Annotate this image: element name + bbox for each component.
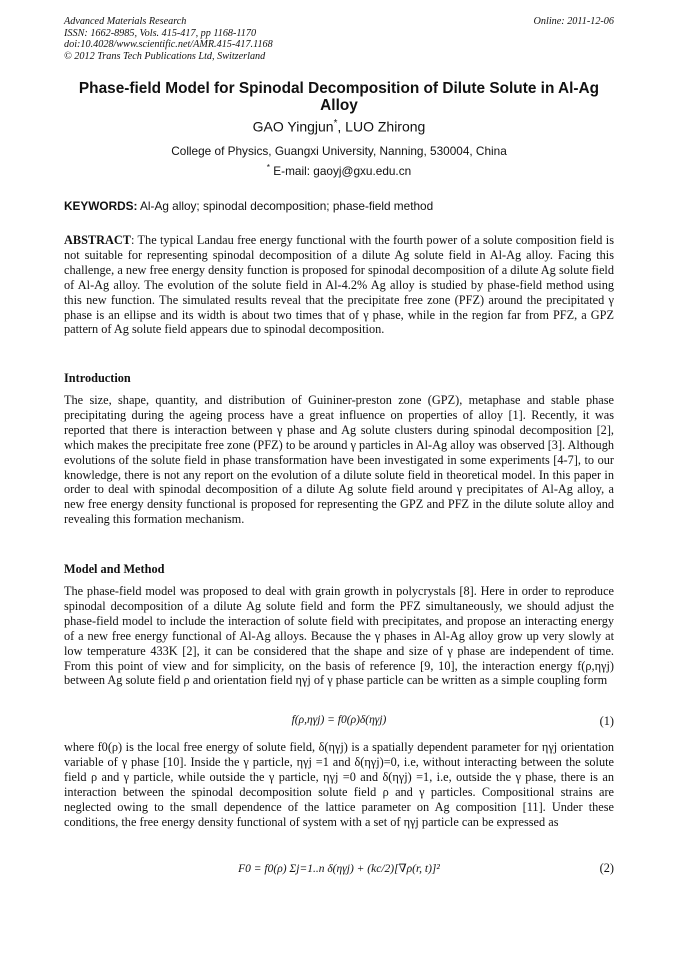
journal-name: Advanced Materials Research [64,16,187,27]
copyright-line: © 2012 Trans Tech Publications Ltd, Switzerland [64,50,266,62]
doi-line: doi:10.4028/www.scientific.net/AMR.415-417.1168 [64,39,273,51]
model-paragraph-2: where f0(ρ) is the local free energy of solute field, δ(ηγj) is a spatially dependent parameter for ηγj orientation variable of γ phase [10]. Inside the γ particle, ηγj =1 and δ(ηγj)=0, i.e, without interacting between the solute field ρ and γ particle, while outside the γ particle, ηγj =0 and δ(ηγj) =1, i.e, outside the γ phase, there is an interaction between the spinodal decomposition solute field ρ and γ particles. Compositional strains are neglected owing to the small dependence of the lattice parameter on Ag composition [11]. Under these conditions, the free energy density functional of system with a set of ηγj particle can be expressed as [64,740,614,829]
author-line [64,118,614,135]
keywords-label: KEYWORDS: [64,199,138,213]
issn-line: ISSN: 1662-8985, Vols. 415-417, pp 1168-1170 [64,27,257,39]
online-date: Online: 2011-12-06 [533,16,614,27]
equation-1-body: f(ρ,ηγj) = f0(ρ)δ(ηγj) [291,714,387,726]
email-mark: * [266,163,271,172]
abstract-text: : The typical Landau free energy functional with the fourth power of a solute composition field is not suitable for representing spinodal decomposition of a dilute Ag solute field in Al-Ag alloy. Facing this challenge, a new free energy density function is proposed for spinodal decomposition of a dilute Ag solute field of Al-Ag alloy. The evolution of the solute field in Al-4.2% Ag alloy is studied by phase-field method using this new function. The simulated results reveal that the precipitate free zone (PFZ) around the precipitated γ phase is an ellipse and its width is about two times that of γ phase, while in the region far from PFZ, a GPZ pattern of Ag solute field appears due to spinodal decomposition. [64,233,614,337]
introduction-heading: Introduction [64,371,131,385]
affiliation: College of Physics, Guangxi University, Nanning, 530004, China [171,144,507,158]
paper-title: Phase-field Model for Spinodal Decomposition of Dilute Solute in Al-Ag Alloy [78,80,600,114]
journal-metadata [64,16,273,62]
model-heading: Model and Method [64,562,165,576]
keywords [64,199,433,213]
keywords-text: Al-Ag alloy; spinodal decomposition; phase-field method [137,199,434,213]
introduction-text: The size, shape, quantity, and distribution of Guininer-preston zone (GPZ), metaphase and stable phase precipitating during the ageing process have a great influence on properties of alloy [1]. Recently, it was reported that there is interaction between γ phase and Ag solute clusters during spinodal decomposition [2], which makes the precipitate free zone (PFZ) to be around γ particles in Al-Ag alloy was observed [3]. Although evolutions of the solute field in phase transformation have been investigated in some experiments [4-7], to our knowledge, there is not any report on the evolution of a dilute solute field in theoretical model. In this paper in order to deal with spinodal decomposition of a dilute Ag solute field around γ precipitates of Al-Ag alloy, a new free energy density functional is proposed for representing the GPZ and PFZ in the dilute solute alloy and revealing this formation mechanism. [64,393,614,527]
model-paragraph-1: The phase-field model was proposed to deal with grain growth in polycrystals [8]. Here in order to reproduce spinodal decomposition of a dilute Ag solute field and form the PFZ simultaneously, we should adjust the phase-field model to include the interaction of solute field with precipitates, and propose an interacting energy of a new free energy functional of Al-Ag alloys. Because the γ phases in Al-Ag alloy grow up very slowly at low temperature 433K [2], it can be considered that the shape and size of γ phase are independent of time. From this point of view and for simplicity, on the basis of reference [9, 10], the interaction energy f(ρ,ηγj) between Ag solute field ρ and orientation field ηγj of γ phase particle can be written as a simple coupling form [64,584,614,688]
equation-2-number: (2) [599,861,614,875]
email-text: E-mail: gaoyj@gxu.edu.cn [273,163,412,178]
email-line [64,163,614,178]
equation-1-number: (1) [599,714,614,728]
abstract-label: ABSTRACT [64,233,131,247]
corresponding-mark: * [333,118,338,129]
author-first: GAO Yingjun [252,118,334,135]
abstract [64,233,614,337]
author-rest: , LUO Zhirong [337,118,426,135]
equation-2-body: F0 = f0(ρ) Σj=1..n δ(ηγj) + (kc/2)[∇ρ(r, t)]² [238,863,440,875]
